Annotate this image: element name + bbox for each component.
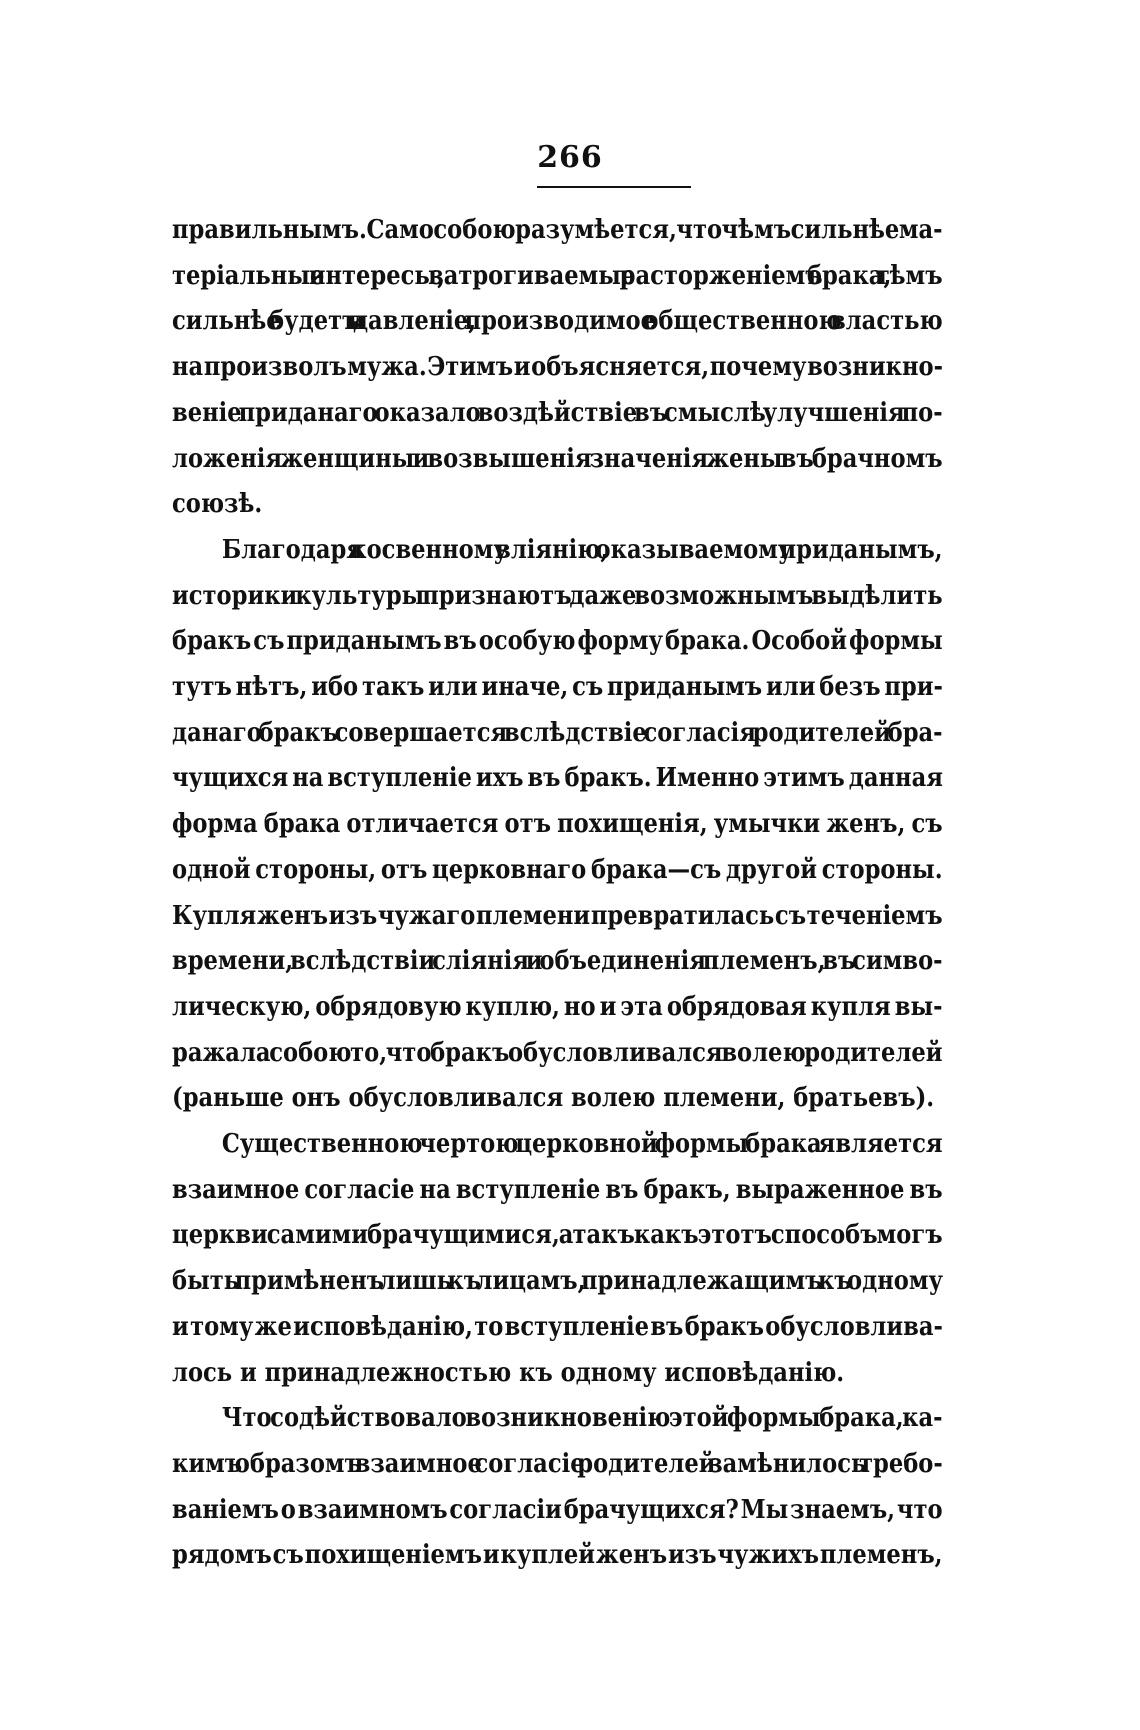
text-line: рядомъ съ похищеніемъ и куплей женъ изъ чужихъ племенъ, [172, 1539, 943, 1571]
text-line: (раньше онъ обусловливался волею племени, братьевъ). [172, 1082, 935, 1114]
text-line: церкви самими брачущимися, а такъ какъ этотъ способъ могъ [172, 1219, 943, 1251]
body-text [172, 207, 943, 1578]
paragraph [172, 1395, 943, 1578]
text-line: на произволъ мужа. Этимъ и объясняется, почему возникно- [172, 351, 943, 383]
paragraph [172, 1121, 943, 1395]
text-line: теріальные интересы, затрогиваемые расторженіемъ брака, тѣмъ [172, 259, 943, 291]
text-line: времени, вслѣдствіи слiянія и объединенія племенъ, въ симво- [172, 945, 943, 977]
text-line: сильнѣе будетъ и давленіе, производимое общественною властью [172, 305, 943, 337]
text-line: Существенною чертою церковной формы брака является [221, 1128, 943, 1160]
text-line: тутъ нѣтъ, ибо такъ или иначе, съ приданымъ или безъ при- [172, 671, 943, 703]
text-line: взаимное согласіе на вступленіе въ бракъ, выраженное въ [172, 1173, 943, 1205]
text-line: союзѣ. [172, 488, 263, 520]
text-line: Что содѣйствовало возникновенію этой формы брака, ка- [221, 1402, 943, 1434]
text-line: ваніемъ о взаимномъ согласіи брачущихся? Мы знаемъ, что [172, 1493, 943, 1525]
text-line: правильнымъ. Само собою разумѣется, что чѣмъ сильнѣе ма- [172, 214, 943, 245]
text-line: данаго бракъ совершается вслѣдствіе согласія родителей бра- [172, 716, 943, 748]
text-line: бракъ съ приданымъ въ особую форму брака. Особой формы [172, 625, 943, 657]
text-line: лическую, обрядовую куплю, но и эта обрядовая купля вы- [172, 990, 943, 1022]
text-line: и тому же исповѣданію, то вступленіе въ бракъ обусловлива- [172, 1310, 943, 1342]
text-line: веніе приданаго оказало воздѣйствіе въ смыслѣ улучшенія по- [172, 396, 943, 428]
text-line: чущихся на вступленіе ихъ въ бракъ. Именно этимъ данная [172, 762, 943, 794]
text-line: ражала собою то, что бракъ обусловливался волею родителей [172, 1036, 943, 1068]
paragraph [172, 207, 943, 527]
header-rule [537, 186, 691, 188]
page-number: 266 [537, 140, 603, 175]
text-line: лось и принадлежностью къ одному исповѣданію. [172, 1356, 845, 1388]
text-line: Благодаря косвенному вліянію, оказываемому приданымъ, [221, 533, 943, 565]
page-header [0, 140, 1140, 175]
text-line: ложенія женщины и возвышенія значенія жены въ брачномъ [172, 442, 943, 474]
text-line: историки культуры признаютъ даже возможнымъ выдѣлить [172, 579, 943, 611]
text-line: форма брака отличается отъ похищенія, умычки женъ, съ [172, 808, 943, 840]
text-line: быть примѣненъ лишь къ лицамъ, принадлежащимъ къ одному [172, 1265, 943, 1297]
text-line: Купля женъ изъ чужаго племени превратилась съ теченіемъ [172, 899, 943, 931]
text-line: одной стороны, отъ церковнаго брака—съ другой стороны. [172, 853, 943, 885]
paragraph [172, 527, 943, 1121]
text-line: кимъ образомъ взаимное согласіе родителей замѣнилось требо- [172, 1447, 943, 1479]
